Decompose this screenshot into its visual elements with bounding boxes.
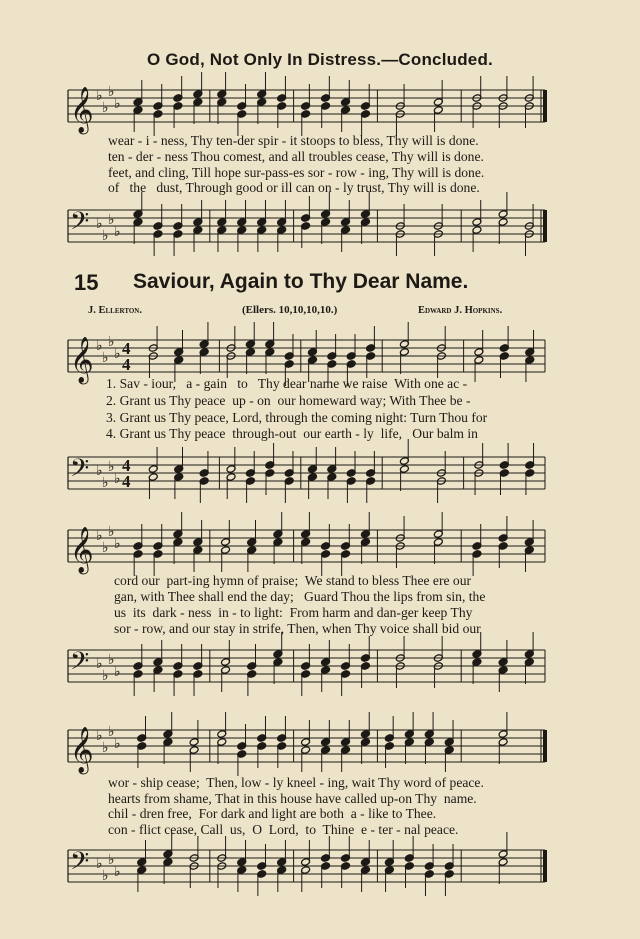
flat-key-signature-icon: ♭ bbox=[96, 216, 103, 232]
flat-key-signature-icon: ♭ bbox=[114, 224, 121, 240]
hymn-title: Saviour, Again to Thy Dear Name. bbox=[133, 270, 469, 293]
flat-key-signature-icon: ♭ bbox=[108, 852, 115, 868]
flat-key-signature-icon: ♭ bbox=[102, 540, 109, 556]
system3-lyric-line-2: hearts from shame, That in this house have called up-on Thy name. bbox=[108, 791, 477, 806]
continued-lyric-line-4: of the dust, Through good or ill can on - ly trust, Thy will is done. bbox=[108, 180, 480, 195]
continued-lyric-line-1: wear - i - ness, Thy ten-der spir - it stoops to bless, Thy will is done. bbox=[108, 133, 479, 148]
system2-lyric-line-4: sor - row, and our stay in strife, Then, when Thy voice shall bid our bbox=[114, 621, 481, 636]
flat-key-signature-icon: ♭ bbox=[102, 868, 109, 884]
treble-clef-icon: 𝄞 bbox=[70, 87, 94, 133]
system2-lyric-line-3: us its dark - ness in - to light: From harm and dan-ger keep Thy bbox=[114, 605, 473, 620]
final-bar-thick bbox=[543, 850, 547, 882]
bass-clef-icon: 𝄢 bbox=[70, 454, 90, 489]
flat-key-signature-icon: ♭ bbox=[96, 528, 103, 544]
flat-key-signature-icon: ♭ bbox=[108, 524, 115, 540]
treble-clef-icon: 𝄞 bbox=[70, 727, 94, 773]
time-signature: 4 bbox=[122, 339, 131, 358]
flat-key-signature-icon: ♭ bbox=[96, 338, 103, 354]
flat-key-signature-icon: ♭ bbox=[102, 475, 109, 491]
flat-key-signature-icon: ♭ bbox=[96, 88, 103, 104]
tune-name: (Ellers. 10,10,10,10.) bbox=[242, 304, 338, 316]
flat-key-signature-icon: ♭ bbox=[108, 212, 115, 228]
time-signature: 4 bbox=[122, 472, 131, 491]
bass-clef-icon: 𝄢 bbox=[70, 847, 90, 882]
flat-key-signature-icon: ♭ bbox=[96, 463, 103, 479]
flat-key-signature-icon: ♭ bbox=[108, 459, 115, 475]
system3-lyric-line-3: chil - dren free, For dark and light are both a - like to Thee. bbox=[108, 806, 437, 821]
system1-lyric-line-2: 2. Grant us Thy peace up - on our homeward way; With Thee be - bbox=[106, 393, 471, 408]
composer-credit: Edward J. Hopkins. bbox=[418, 305, 503, 316]
system2-lyric-line-2: gan, with Thee shall end the day; Guard Thou the lips from sin, the bbox=[114, 589, 486, 604]
continued-hymn-header: O God, Not Only In Distress.—Concluded. bbox=[147, 50, 493, 69]
system1-lyric-line-4: 4. Grant us Thy peace through-out our earth - ly life, Our balm in bbox=[106, 426, 478, 441]
flat-key-signature-icon: ♭ bbox=[114, 346, 121, 362]
final-bar-thick bbox=[543, 730, 547, 762]
continued-lyric-line-2: ten - der - ness Thou comest, and all troubles cease, Thy will is done. bbox=[108, 149, 484, 164]
flat-key-signature-icon: ♭ bbox=[114, 471, 121, 487]
flat-key-signature-icon: ♭ bbox=[114, 536, 121, 552]
flat-key-signature-icon: ♭ bbox=[102, 228, 109, 244]
final-bar-thick bbox=[543, 210, 547, 242]
system2-lyric-line-1: cord our part-ing hymn of praise; We stand to bless Thee ere our bbox=[114, 573, 472, 588]
flat-key-signature-icon: ♭ bbox=[114, 96, 121, 112]
system1-lyric-line-1: 1. Sav - iour, a - gain to Thy dear name we raise With one ac - bbox=[106, 376, 468, 391]
flat-key-signature-icon: ♭ bbox=[108, 84, 115, 100]
flat-key-signature-icon: ♭ bbox=[102, 350, 109, 366]
author-credit: J. Ellerton. bbox=[88, 305, 142, 316]
flat-key-signature-icon: ♭ bbox=[114, 736, 121, 752]
treble-clef-icon: 𝄞 bbox=[70, 337, 94, 383]
flat-key-signature-icon: ♭ bbox=[108, 724, 115, 740]
treble-clef-icon: 𝄞 bbox=[70, 527, 94, 573]
time-signature: 4 bbox=[122, 355, 131, 374]
flat-key-signature-icon: ♭ bbox=[108, 334, 115, 350]
flat-key-signature-icon: ♭ bbox=[102, 668, 109, 684]
flat-key-signature-icon: ♭ bbox=[102, 740, 109, 756]
flat-key-signature-icon: ♭ bbox=[96, 656, 103, 672]
flat-key-signature-icon: ♭ bbox=[114, 664, 121, 680]
continued-lyric-line-3: feet, and cling, Till hope sur-pass-es sor - row - ing, Thy will is done. bbox=[108, 165, 485, 180]
flat-key-signature-icon: ♭ bbox=[96, 856, 103, 872]
hymn-number: 15 bbox=[74, 270, 99, 295]
flat-key-signature-icon: ♭ bbox=[114, 864, 121, 880]
system3-lyric-line-4: con - flict cease, Call us, O Lord, to Thine e - ter - nal peace. bbox=[108, 822, 459, 837]
bass-clef-icon: 𝄢 bbox=[70, 207, 90, 242]
flat-key-signature-icon: ♭ bbox=[96, 728, 103, 744]
time-signature: 4 bbox=[122, 456, 131, 475]
flat-key-signature-icon: ♭ bbox=[102, 100, 109, 116]
flat-key-signature-icon: ♭ bbox=[108, 652, 115, 668]
bass-clef-icon: 𝄢 bbox=[70, 647, 90, 682]
system3-lyric-line-1: wor - ship cease; Then, low - ly kneel - ing, wait Thy word of peace. bbox=[108, 775, 484, 790]
system1-lyric-line-3: 3. Grant us Thy peace, Lord, through the coming night: Turn Thou for bbox=[106, 410, 488, 425]
final-bar-thick bbox=[543, 90, 547, 122]
